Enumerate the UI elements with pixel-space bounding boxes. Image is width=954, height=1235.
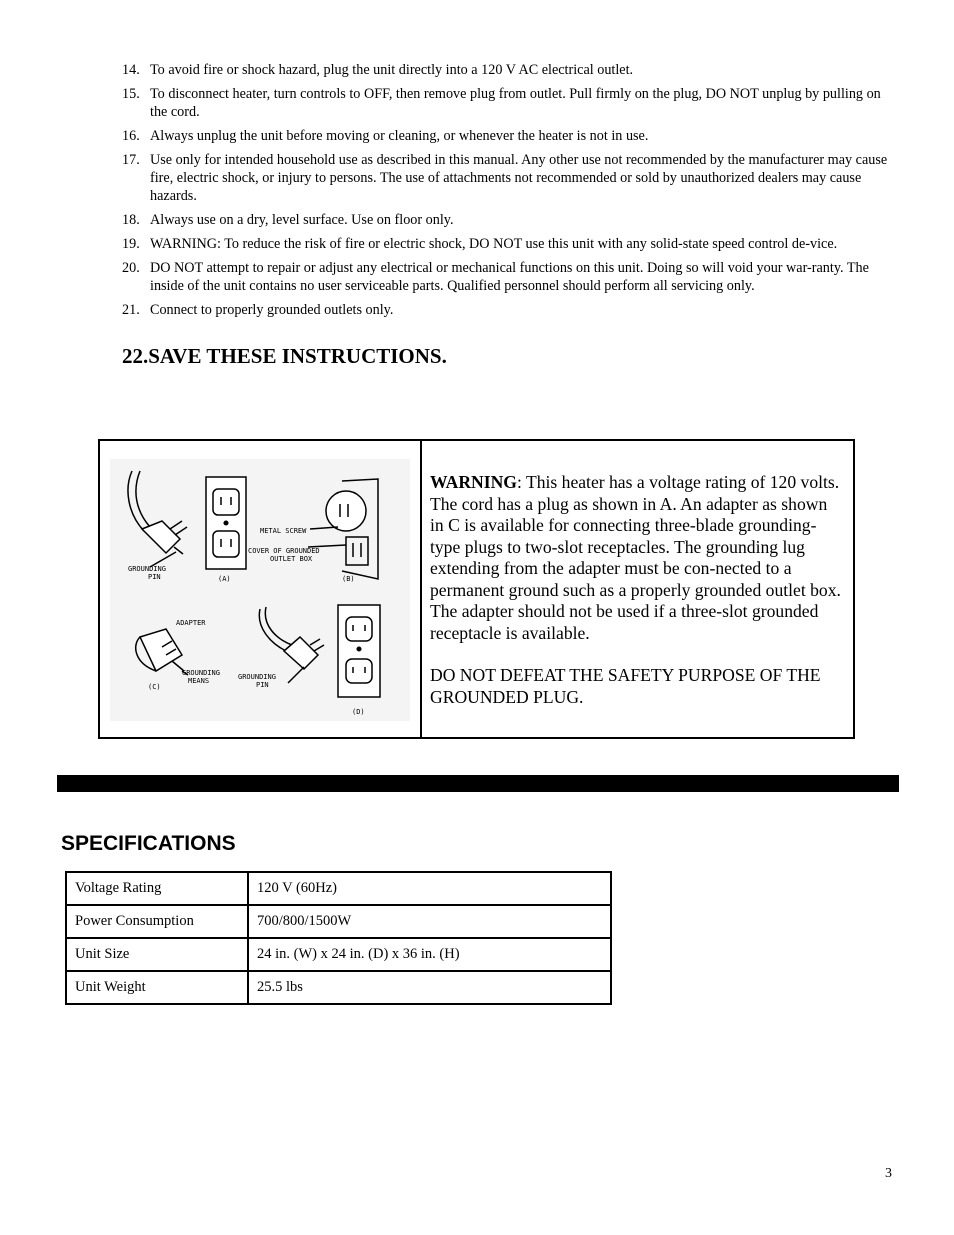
item-text: To disconnect heater, turn controls to OFF, then remove plug from outlet. Pull firmly on the plug, DO NOT unplug by pulling on the cord. [150, 86, 881, 120]
item-number: 19. [122, 236, 140, 252]
plug-outlet-illustration [110, 459, 410, 721]
safety-instructions-list [122, 61, 896, 325]
item-text: Connect to properly grounded outlets only. [150, 302, 394, 318]
table-row [66, 905, 611, 938]
list-item [122, 301, 896, 319]
item-text: To avoid fire or shock hazard, plug the unit directly into a 120 V AC electrical outlet. [150, 62, 634, 78]
outlet-a-icon [206, 477, 246, 569]
section-divider-bar [57, 775, 899, 792]
diagram-label: OUTLET BOX [270, 555, 313, 563]
table-row [66, 971, 611, 1004]
spec-value: 25.5 lbs [248, 971, 611, 1004]
list-item [122, 211, 896, 229]
item-number: 16. [122, 128, 140, 144]
diagram-label: COVER OF GROUNDED [248, 547, 320, 555]
item-number: 14. [122, 62, 140, 78]
diagram-label: GROUNDING [128, 565, 166, 573]
outlet-d-icon [338, 605, 380, 697]
item-text: Always use on a dry, level surface. Use on floor only. [150, 212, 454, 228]
item-number: 15. [122, 86, 140, 102]
spec-label: Unit Weight [66, 971, 248, 1004]
warning-closing: DO NOT DEFEAT THE SAFETY PURPOSE OF THE GROUNDED PLUG. [430, 665, 821, 707]
grounding-warning-box [98, 439, 855, 739]
diagram-label: GROUNDING [238, 673, 276, 681]
diagram-label: ADAPTER [176, 619, 206, 627]
diagram-label: PIN [256, 681, 269, 689]
item-text: Always unplug the unit before moving or cleaning, or whenever the heater is not in use. [150, 128, 649, 144]
list-item [122, 259, 896, 295]
spec-label: Unit Size [66, 938, 248, 971]
item-number: 21. [122, 302, 140, 318]
table-row [66, 872, 611, 905]
diagram-label: (A) [218, 575, 231, 583]
warning-text [422, 441, 853, 737]
list-item [122, 85, 896, 121]
page-number: 3 [885, 1166, 892, 1181]
diagram-label: GROUNDING [182, 669, 220, 677]
diagram-label: (C) [148, 683, 161, 691]
spec-value: 120 V (60Hz) [248, 872, 611, 905]
list-item [122, 61, 896, 79]
spec-label: Power Consumption [66, 905, 248, 938]
warning-label: WARNING [430, 472, 517, 492]
diagram-label: MEANS [188, 677, 210, 685]
list-item [122, 235, 896, 253]
specifications-heading: SPECIFICATIONS [61, 832, 236, 855]
diagram-label: (D) [352, 708, 365, 716]
item-text: Use only for intended household use as described in this manual. Any other use not recommended by the manufacturer may cause fire, electric shock, or injury to persons. The use of attachments not recommended or sold by unauthorized dealers may cause hazards. [150, 152, 888, 204]
list-item [122, 127, 896, 145]
diagram-label: METAL SCREW [260, 527, 307, 535]
diagram-label: (B) [342, 575, 355, 583]
list-item [122, 151, 896, 205]
spec-value: 700/800/1500W [248, 905, 611, 938]
grounding-plug-diagram [100, 441, 422, 737]
item-text: DO NOT attempt to repair or adjust any electrical or mechanical functions on this unit. Doing so will void your war-ranty. The inside of the unit contains no user serviceable parts. Qualified personnel should perform all servicing only. [150, 260, 869, 294]
spec-value: 24 in. (W) x 24 in. (D) x 36 in. (H) [248, 938, 611, 971]
item-text: WARNING: To reduce the risk of fire or electric shock, DO NOT use this unit with any solid-state speed control de-vice. [150, 236, 838, 252]
specifications-table [65, 871, 612, 1005]
item-number: 17. [122, 152, 140, 168]
warning-paragraph [430, 472, 845, 644]
diagram-label: PIN [148, 573, 161, 581]
table-row [66, 938, 611, 971]
item-number: 20. [122, 260, 140, 276]
spec-label: Voltage Rating [66, 872, 248, 905]
item-number: 18. [122, 212, 140, 228]
save-instructions-heading: 22.SAVE THESE INSTRUCTIONS. [122, 344, 447, 368]
warning-body: : This heater has a voltage rating of 120 volts. The cord has a plug as shown in A. An adapter as shown in C is available for connecting three-blade grounding-type plugs to two-slot receptacles. The grounding lug extending from the adapter must be con-nected to a permanent ground such as a properly grounded outlet box. The adapter should not be used if a three-slot grounded receptacle is available. [430, 472, 841, 643]
